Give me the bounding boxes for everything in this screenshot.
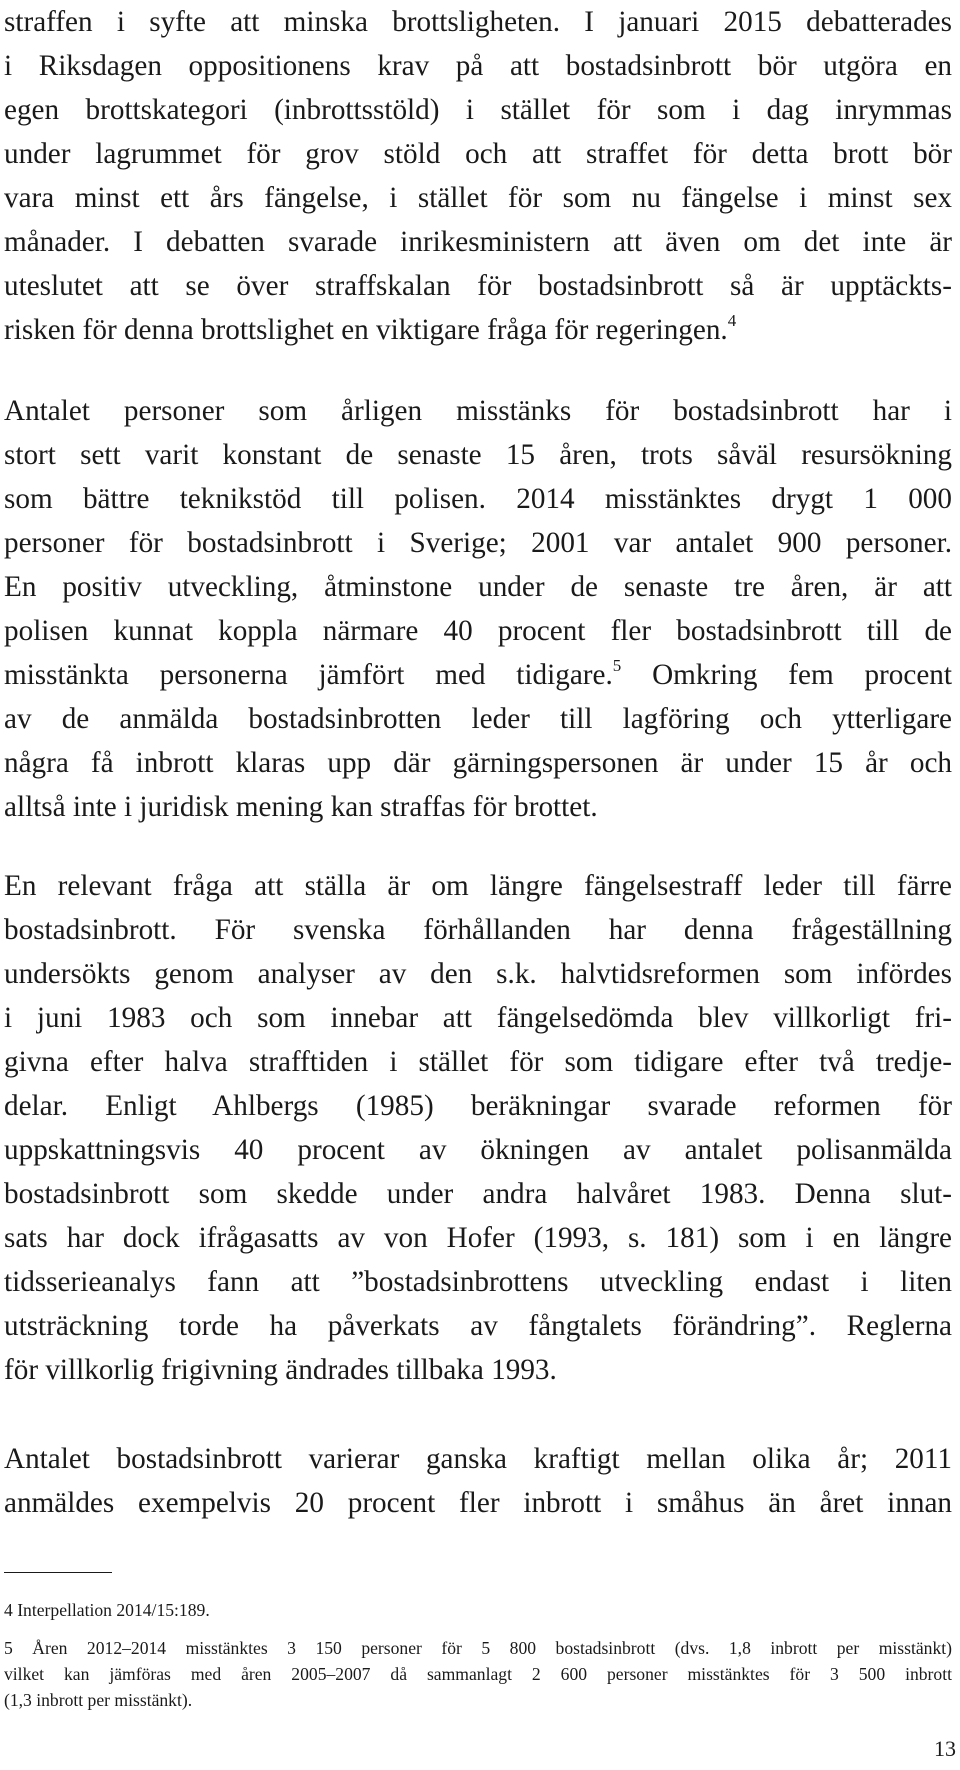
text-line: vara minst ett års fängelse, i stället för som nu fängelse i minst sex [4,182,952,214]
footnote-line: 4 Interpellation 2014/15:189. [4,1600,210,1620]
text-line: tidsserieanalys fann att ”bostadsinbrottens utveckling endast i liten [4,1266,952,1298]
text-line: stort sett varit konstant de senaste 15 åren, trots såväl resursökning [4,439,952,471]
text-line: några få inbrott klaras upp där gärningspersonen är under 15 år och [4,747,952,779]
text-line: utsträckning torde ha påverkats av fångtalets förändring”. Reglerna [4,1310,952,1342]
text-line: Antalet personer som årligen misstänks för bostadsinbrott har i [4,395,952,427]
text-line: En positiv utveckling, åtminstone under de senaste tre åren, är att [4,571,952,603]
text-line: bostadsinbrott. För svenska förhållanden har denna frågeställning [4,914,952,946]
body-paragraph-4 [4,1437,952,1525]
text-line: alltså inte i juridisk mening kan straffas för brottet. [4,791,598,823]
text-line: bostadsinbrott som skedde under andra halvåret 1983. Denna slut- [4,1178,952,1210]
text-line: av de anmälda bostadsinbrotten leder till lagföring och ytterligare [4,703,952,735]
text-line: Antalet bostadsinbrott varierar ganska kraftigt mellan olika år; 2011 [4,1443,952,1475]
text-line-content: misstänkta personerna jämfört med tidigare. [4,659,613,691]
text-line: givna efter halva strafftiden i stället för som tidigare efter två tredje- [4,1046,952,1078]
text-line: egen brottskategori (inbrottsstöld) i stället för som i dag inrymmas [4,94,952,126]
text-line [4,308,952,352]
text-line: personer för bostadsinbrott i Sverige; 2001 var antalet 900 personer. [4,527,952,559]
body-paragraph-2 [4,389,952,829]
footnote-reference: 4 [727,311,737,330]
text-line: En relevant fråga att ställa är om längre fängelsestraff leder till färre [4,870,952,902]
text-line: som bättre teknikstöd till polisen. 2014 misstänktes drygt 1 000 [4,483,952,515]
footnote-line: vilket kan jämföras med åren 2005–2007 då sammanlagt 2 600 personer misstänktes för 3 500 inbrott [4,1664,952,1684]
footnote-line: 5 Åren 2012–2014 misstänktes 3 150 personer för 5 800 bostadsinbrott (dvs. 1,8 inbrott per misstänkt) [4,1638,952,1658]
text-line: i juni 1983 och som innebar att fängelsedömda blev villkorligt fri- [4,1002,952,1034]
footnote-4 [4,1597,952,1623]
footnote-5 [4,1635,952,1713]
text-line: anmäldes exempelvis 20 procent fler inbrott i småhus än året innan [4,1487,952,1519]
page-number: 13 [934,1736,956,1761]
text-line: uppskattningsvis 40 procent av ökningen av antalet polisanmälda [4,1134,952,1166]
text-line-content: Omkring fem procent [621,659,952,691]
text-line: i Riksdagen oppositionens krav på att bostadsinbrott bör utgöra en [4,50,952,82]
text-line: under lagrummet för grov stöld och att straffet för detta brott bör [4,138,952,170]
footnote-reference: 5 [612,656,622,675]
text-line: sats har dock ifrågasatts av von Hofer (1993, s. 181) som i en längre [4,1222,952,1254]
footnote-separator [4,1572,112,1573]
footnote-line: (1,3 inbrott per misstänkt). [4,1690,193,1710]
text-line: undersökts genom analyser av den s.k. halvtidsreformen som infördes [4,958,952,990]
text-line: straffen i syfte att minska brottsligheten. I januari 2015 debatterades [4,6,952,38]
text-line: polisen kunnat koppla närmare 40 procent fler bostadsinbrott till de [4,615,952,647]
text-line: uteslutet att se över straffskalan för bostadsinbrott så är upptäckts- [4,270,952,302]
body-paragraph-3 [4,864,952,1392]
text-line: delar. Enligt Ahlbergs (1985) beräkningar svarade reformen för [4,1090,952,1122]
text-line: för villkorlig frigivning ändrades tillbaka 1993. [4,1354,557,1386]
text-line-content: risken för denna brottslighet en viktigare fråga för regeringen. [4,314,728,346]
text-line [4,653,952,697]
body-paragraph-1 [4,0,952,352]
text-line: månader. I debatten svarade inrikesministern att även om det inte är [4,226,952,258]
